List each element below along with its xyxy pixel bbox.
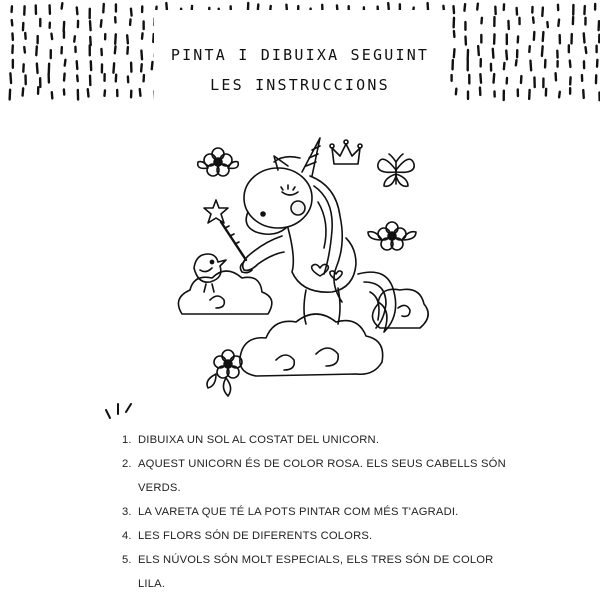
star-wand-icon bbox=[204, 200, 246, 260]
cloud-icon bbox=[240, 314, 383, 376]
pattern-dash bbox=[559, 92, 560, 97]
flower-icon bbox=[198, 148, 239, 176]
instruction-text: LES FLORS SÓN DE DIFERENTS COLORS. bbox=[138, 530, 373, 542]
pattern-dash bbox=[23, 88, 24, 95]
pattern-dash bbox=[506, 51, 507, 60]
pattern-dash bbox=[62, 3, 63, 8]
pattern-dash bbox=[65, 60, 66, 66]
pattern-dash bbox=[456, 89, 457, 95]
unicorn-coloring-illustration bbox=[170, 132, 430, 400]
instruction-number: 4. bbox=[122, 530, 132, 542]
flower-icon bbox=[368, 222, 416, 250]
instruction-number: 3. bbox=[122, 506, 132, 518]
pattern-dash bbox=[127, 35, 128, 43]
pattern-dash bbox=[12, 20, 13, 25]
pattern-dash bbox=[77, 76, 78, 82]
instruction-item bbox=[122, 428, 522, 452]
pattern-dash bbox=[113, 63, 114, 72]
instruction-number: 2. bbox=[122, 458, 132, 470]
pattern-dash bbox=[388, 3, 389, 9]
pattern-dash bbox=[478, 46, 479, 55]
pattern-dash bbox=[115, 46, 116, 53]
pattern-dash bbox=[74, 36, 75, 41]
pattern-dash bbox=[530, 61, 531, 71]
pattern-dash bbox=[90, 21, 91, 30]
instructions-list bbox=[122, 428, 522, 596]
instruction-text: AQUEST UNICORN ÉS DE COLOR ROSA. ELS SEUS CABELLS SÓN VERDS. bbox=[138, 458, 506, 494]
page-title-line-2: LES INSTRUCCIONS bbox=[210, 76, 390, 94]
pattern-dash bbox=[547, 22, 548, 27]
pattern-dash bbox=[558, 20, 559, 26]
pattern-dash bbox=[493, 74, 494, 83]
pattern-dash bbox=[142, 33, 143, 38]
pattern-dash bbox=[480, 74, 481, 83]
instruction-text: LA VARETA QUE TÉ LA POTS PINTAR COM MÉS T'AGRADI. bbox=[138, 506, 459, 518]
instruction-number: 5. bbox=[122, 554, 132, 566]
pattern-dash bbox=[101, 20, 102, 27]
pattern-dash bbox=[533, 17, 534, 22]
pattern-dash bbox=[141, 64, 142, 71]
flower-icon bbox=[207, 350, 242, 396]
instruction-item bbox=[122, 452, 522, 500]
pattern-dash bbox=[454, 49, 455, 57]
bird-icon bbox=[194, 254, 226, 292]
crown-icon bbox=[330, 140, 362, 164]
pattern-dash bbox=[77, 61, 78, 69]
pattern-dash bbox=[131, 9, 132, 16]
pattern-dash bbox=[64, 74, 65, 81]
instruction-item bbox=[122, 548, 522, 596]
pattern-dash bbox=[115, 34, 116, 44]
title-box bbox=[154, 10, 446, 122]
pattern-dash bbox=[477, 4, 478, 10]
pattern-dash bbox=[542, 46, 543, 56]
pattern-dash bbox=[37, 64, 38, 73]
pattern-dash bbox=[516, 60, 517, 65]
butterfly-icon bbox=[378, 154, 414, 186]
pattern-dash bbox=[586, 47, 587, 53]
pattern-dash bbox=[36, 46, 37, 55]
pattern-dash bbox=[570, 61, 571, 67]
pattern-dash bbox=[464, 4, 465, 11]
pattern-dash bbox=[140, 89, 141, 96]
pattern-dash bbox=[10, 73, 11, 83]
pattern-dash bbox=[51, 34, 52, 39]
pattern-dash bbox=[504, 63, 505, 69]
pattern-dash bbox=[493, 49, 494, 58]
pattern-dash bbox=[104, 90, 105, 95]
pattern-dash bbox=[152, 62, 153, 69]
pattern-dash bbox=[141, 51, 142, 60]
instruction-number: 1. bbox=[122, 434, 132, 446]
pattern-dash bbox=[24, 47, 25, 52]
pattern-dash bbox=[584, 33, 585, 42]
pattern-dash bbox=[543, 32, 544, 41]
cloud-icon bbox=[178, 271, 271, 314]
instruction-item bbox=[122, 524, 522, 548]
instruction-item bbox=[122, 500, 522, 524]
decorative-strokes bbox=[98, 398, 138, 420]
pattern-dash bbox=[64, 22, 65, 31]
instruction-text: ELS NÚVOLS SÓN MOLT ESPECIALS, ELS TRES SÓN DE COLOR LILA. bbox=[138, 554, 494, 590]
pattern-dash bbox=[77, 7, 78, 14]
pattern-dash bbox=[542, 8, 543, 16]
unicorn-icon bbox=[240, 138, 395, 332]
page-title-line-1: PINTA I DIBUIXA SEGUINT bbox=[170, 46, 430, 64]
pattern-dash bbox=[88, 89, 89, 96]
pattern-dash bbox=[127, 47, 128, 54]
instruction-text: DIBUIXA UN SOL AL COSTAT DEL UNICORN. bbox=[138, 434, 380, 446]
